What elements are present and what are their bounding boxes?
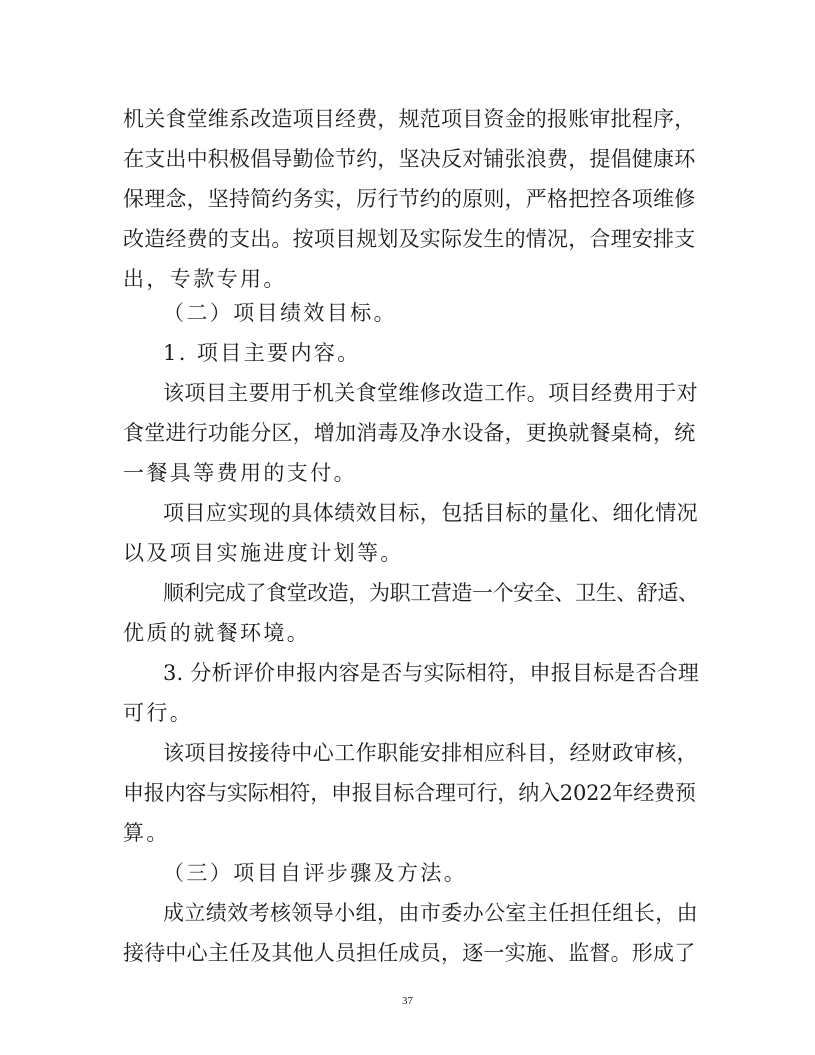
section-heading: （二）项目绩效目标。 <box>163 301 397 325</box>
body-text-line: 一餐具等费用的支付。 <box>123 461 357 485</box>
body-text-line: 机关食堂维系改造项目经费，规范项目资金的报账审批程序， <box>123 107 696 131</box>
body-text-line: 该项目主要用于机关食堂维修改造工作。项目经费用于对 <box>163 381 698 405</box>
body-text-line: 算。 <box>123 821 170 845</box>
body-text-line: 优质的就餐环境。 <box>123 621 311 645</box>
section-heading: （三）项目自评步骤及方法。 <box>163 861 468 885</box>
body-text-line: 保理念，坚持简约务实，厉行节约的原则，严格把控各项维修 <box>123 187 696 211</box>
body-text-line: 接待中心主任及其他人员担任成员，逐一实施、监督。形成了 <box>123 941 696 965</box>
body-text-line: 项目应实现的具体绩效目标，包括目标的量化、细化情况 <box>163 501 698 525</box>
body-text-line: 该项目按接待中心工作职能安排相应科目，经财政审核， <box>163 741 698 765</box>
body-text-line: 在支出中积极倡导勤俭节约，坚决反对铺张浪费，提倡健康环 <box>123 147 696 171</box>
body-text-line: 申报内容与实际相符，申报目标合理可行，纳入2022年经费预 <box>123 781 696 805</box>
body-text-line: 食堂进行功能分区，增加消毒及净水设备，更换就餐桌椅，统 <box>123 421 696 445</box>
body-text-line: 以及项目实施进度计划等。 <box>123 541 404 565</box>
subsection-heading: 1. 项目主要内容。 <box>163 341 361 365</box>
body-text-line: 可行。 <box>123 701 194 725</box>
body-text-line: 顺利完成了食堂改造，为职工营造一个安全、卫生、舒适、 <box>163 581 699 605</box>
body-text-line: 改造经费的支出。按项目规划及实际发生的情况，合理安排支 <box>123 227 696 251</box>
body-text-line: 出，专款专用。 <box>123 267 287 291</box>
subsection-heading: 3. 分析评价申报内容是否与实际相符，申报目标是否合理 <box>163 661 700 685</box>
page-number: 37 <box>402 995 413 1007</box>
body-text-line: 成立绩效考核领导小组，由市委办公室主任担任组长，由 <box>163 901 698 925</box>
